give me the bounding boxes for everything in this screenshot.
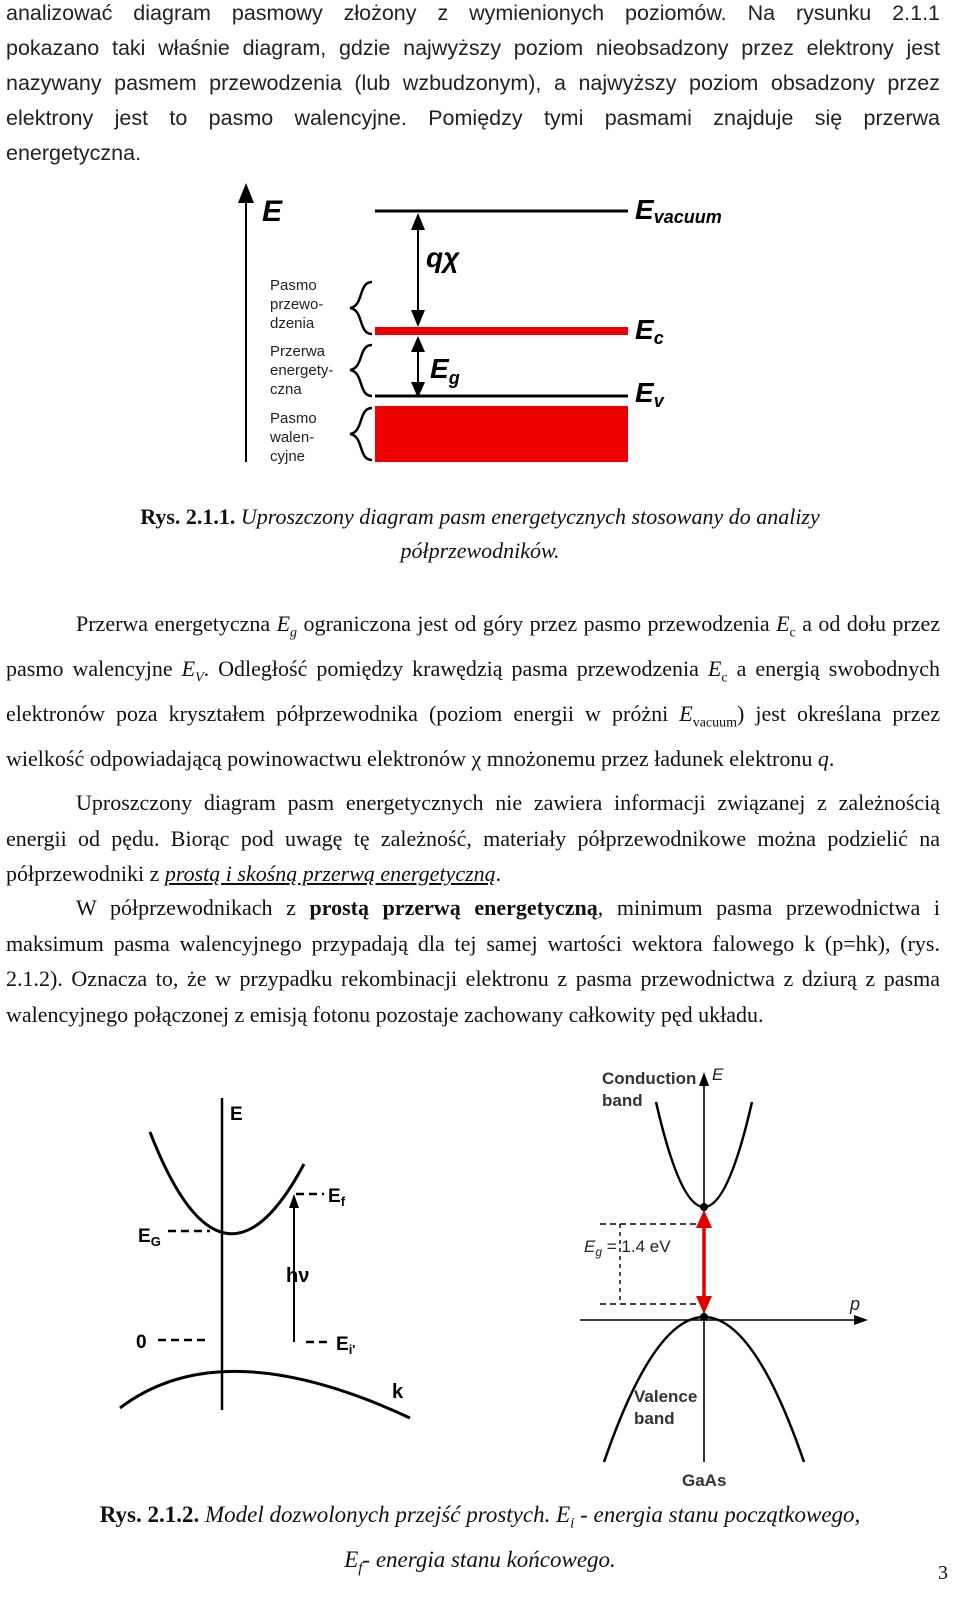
intro-line: pokazano taki właśnie diagram, gdzie najwyższy poziom nieobsadzony przez elektrony jest <box>6 36 940 60</box>
caption-text-line2: półprzewodników. <box>400 538 560 563</box>
e-axis-label: E <box>712 1065 724 1084</box>
caption-text: Model dozwolonych przejść prostych. <box>199 1502 557 1527</box>
qchi-arrowhead-bottom <box>411 310 425 327</box>
p-axis-arrowhead <box>854 1315 868 1325</box>
intro-line: elektrony jest to pasmo walencyjne. Pomiędzy tymi pasmami znajduje się przerwa <box>6 106 940 130</box>
label-conduction-band <box>270 277 323 332</box>
conduction-band-edge <box>375 327 628 335</box>
brace-conduction <box>350 282 372 334</box>
paragraph-band-gap <box>6 606 940 776</box>
caption-text: Uproszczony diagram pasm energetycznych stosowany do analizy <box>235 504 820 529</box>
figure-caption-2-1-2 <box>40 1497 920 1586</box>
symbol-eg: $E_g$ <box>276 611 298 641</box>
paragraph-simplified-diagram <box>6 785 940 892</box>
ev-label: Ev <box>635 377 664 411</box>
symbol-q: q <box>817 745 829 771</box>
link-direct-indirect-gap[interactable]: prostą i skośną przerwą energetyczną <box>164 861 496 886</box>
svg-text:dzenia: dzenia <box>270 315 315 332</box>
text-run: , minimum pasma przewodnictwa i maksimum pasma walencyjnego przypadają dla tej samej wartości wektora falowego k (p=hk), (rys. 2.1.2). Oznacza to, że w przypadku rekombinacji elektronu z pasma przewodnictwa z dziurą z pasma walencyjnego połączonej z emisją fotonu pozostaje zachowany całkowity pęd układu. <box>6 895 941 1027</box>
caption-text: - energia stanu końcowego. <box>362 1546 616 1572</box>
conduction-minimum-point <box>700 1203 708 1211</box>
intro-line: analizować diagram pasmowy złożony z wymienionych poziomów. Na rysunku 2.1.1 <box>6 1 940 25</box>
hv-label: hν <box>286 1265 310 1287</box>
material-label: GaAs <box>682 1471 727 1490</box>
text-run: Uproszczony diagram pasm energetycznych nie zawiera informacji związanej z zależnością energii od pędu. Biorąc pod uwagę tę zależność, materiały półprzewodnikowe można podzielić na półprzewodniki z <box>6 790 940 886</box>
evacuum-label: Evacuum <box>635 194 722 227</box>
energy-axis-label: E <box>262 195 283 228</box>
valence-band-curve <box>120 1371 410 1418</box>
text-run: . <box>495 861 502 886</box>
p-axis-label: p <box>850 1294 861 1314</box>
caption-number: Rys. 2.1.1. <box>140 504 236 529</box>
text-run: . <box>828 745 835 771</box>
bold-direct-gap: prostą przerwą energetyczną <box>309 895 598 920</box>
brace-valence <box>350 408 372 460</box>
caption-text: - energia stanu początkowego, <box>574 1502 861 1527</box>
transition-arrowhead <box>289 1194 299 1208</box>
conduction-band-curve <box>150 1132 304 1234</box>
svg-text:Pasmo: Pasmo <box>270 410 317 427</box>
valence-band-block <box>375 406 628 462</box>
intro-line: energetyczna. <box>6 141 142 165</box>
e-axis-arrowhead <box>699 1072 709 1086</box>
svg-text:walen-: walen- <box>270 429 315 446</box>
text-run: W półprzewodnikach z <box>76 895 310 920</box>
text-run: a od dołu przez pasmo walencyjne <box>6 611 940 681</box>
svg-text:cyjne: cyjne <box>270 448 306 465</box>
svg-text:Przerwa: Przerwa <box>270 343 326 360</box>
ec-label: Ec <box>635 314 664 348</box>
eg-value-label: $E_g = 1.4$ eV <box>584 1237 671 1259</box>
valence-band-label: Valence band <box>634 1387 698 1428</box>
symbol-ec: $E_c$ <box>707 655 728 686</box>
figure-caption-2-1-1 <box>60 500 900 568</box>
paragraph-direct-gap <box>6 890 940 1032</box>
svg-text:przewo-: przewo- <box>270 296 324 313</box>
symbol-ef: $E_f$ <box>344 1546 363 1577</box>
transition-arrowhead-bottom <box>696 1296 712 1314</box>
text-run: a energią swobodnych elektronów poza kryształem półprzewodnika (poziom energii w próżni <box>6 655 940 726</box>
symbol-ev: $E_V$ <box>181 655 204 686</box>
eg-label-left: $E_G$ <box>138 1226 161 1249</box>
ek-diagram-left <box>110 1090 430 1460</box>
text-run: Przerwa energetyczna <box>76 611 277 636</box>
text-run: ograniczona jest od góry przez pasmo przewodzenia <box>297 611 777 636</box>
label-band-gap <box>270 343 333 398</box>
eg-label: $E_g$ <box>430 353 460 388</box>
brace-gap <box>350 345 372 396</box>
svg-text:energety-: energety- <box>270 362 334 379</box>
text-run: . Odległość pomiędzy krawędzią pasma przewodzenia <box>203 655 708 681</box>
page-number: 3 <box>938 1562 948 1584</box>
energy-axis-arrowhead <box>238 183 254 203</box>
e-axis-label: E <box>230 1104 243 1125</box>
label-valence-band <box>269 410 317 465</box>
ei-label: $E_{i'}$ <box>336 1334 356 1357</box>
symbol-ei: $E_i$ <box>556 1502 575 1532</box>
transition-arrowhead-top <box>696 1210 712 1228</box>
band-diagram-figure <box>0 0 960 480</box>
text-run: ) jest określana przez wielkość odpowiadającą powinowactwu elektronów χ mnożonemu przez ładunek elektronu <box>6 700 940 771</box>
qchi-label: qχ <box>426 242 460 273</box>
valence-maximum-point <box>700 1313 708 1321</box>
symbol-ec: $E_c$ <box>776 611 796 641</box>
symbol-evacuum: $E_{vacuum}$ <box>679 700 738 731</box>
svg-text:czna: czna <box>270 381 302 398</box>
caption-number: Rys. 2.1.2. <box>99 1502 200 1527</box>
zero-label: 0 <box>136 1332 147 1353</box>
qchi-arrowhead-top <box>411 213 425 230</box>
k-axis-label: k <box>392 1381 404 1403</box>
ef-label: $E_f$ <box>328 1186 346 1209</box>
gaas-band-diagram <box>560 1062 890 1492</box>
intro-line: nazywany pasmem przewodzenia (lub wzbudzonym), a najwyższy poziom obsadzony przez <box>6 71 940 95</box>
conduction-band-label: Conduction band <box>602 1069 697 1110</box>
eg-arrowhead-top <box>411 336 425 352</box>
svg-text:Pasmo: Pasmo <box>270 277 317 294</box>
